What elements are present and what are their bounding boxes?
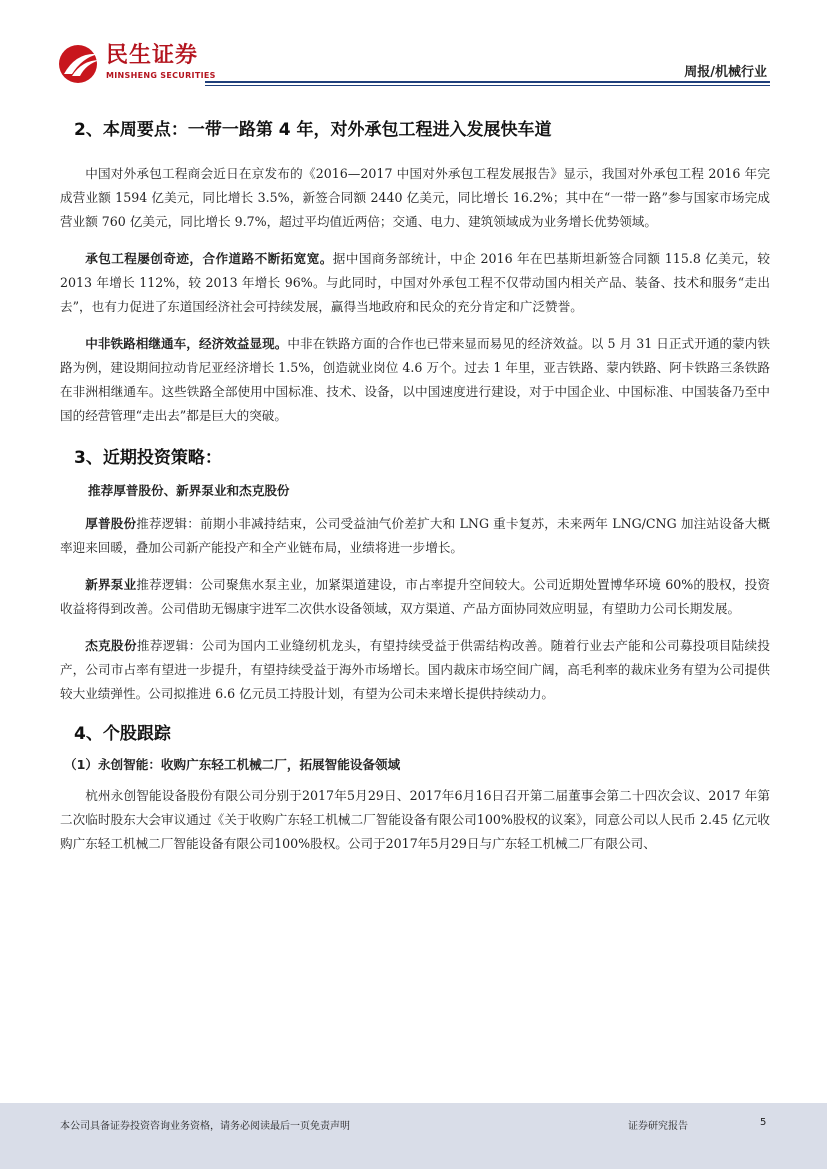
paragraph-text: 据中国商务部统计，中企 2016 年在巴基斯坦新签合同额 115.8 亿美元，较 2013 年增长 112%，较 2013 年增长 96%。与此同时，中国对外承包工程不仅带动国内相关产品、装备、技术和服务“走出去”，也有力促进了东道国经济社会可持续发展，赢得当地政府和民众的充分肯定和广泛赞誉。 [60, 251, 770, 314]
section-4-subtitle: （1）永创智能：收购广东轻工机械二厂，拓展智能设备领域 [64, 757, 401, 772]
stock-jack [60, 634, 770, 706]
page-footer [0, 1103, 827, 1169]
page-number: 5 [760, 1117, 767, 1128]
section-3-subtitle: 推荐厚普股份、新界泵业和杰克股份 [88, 483, 290, 498]
stock-hopu [60, 512, 770, 560]
brand-name-cn: 民生证券 [106, 43, 199, 68]
section-4-title: 4、个股跟踪 [74, 724, 171, 744]
report-type: 周报/机械行业 [684, 65, 767, 80]
header-divider-thin [205, 85, 770, 86]
section-2-paragraph-3 [60, 332, 770, 428]
report-body [60, 118, 770, 856]
brand-name-en: MINSHENG SECURITIES [106, 71, 216, 80]
section-2-paragraph-2 [60, 247, 770, 319]
minsheng-logo-icon [58, 44, 102, 84]
page-header [0, 0, 827, 90]
paragraph-lead: 中非铁路相继通车，经济效益显现。 [85, 336, 288, 351]
stock-logic: 推荐逻辑：公司为国内工业缝纫机龙头，有望持续受益于供需结构改善。随着行业去产能和公司募投项目陆续投产，公司市占率有望进一步提升，有望持续受益于海外市场增长。国内裁床市场空间广阔，高毛利率的裁床业务有望为公司提供较大业绩弹性。公司拟推进 6.6 亿元员工持股计划，有望为公司未来增长提供持续动力。 [60, 638, 771, 701]
section-3-title: 3、近期投资策略： [74, 448, 222, 468]
paragraph-lead: 承包工程屡创奇迹，合作道路不断拓宽宽。 [85, 251, 333, 266]
footer-disclaimer: 本公司具备证券投资咨询业务资格，请务必阅读最后一页免责声明 [60, 1121, 350, 1132]
stock-name: 杰克股份 [85, 638, 137, 653]
section-2-paragraph-1: 中国对外承包工程商会近日在京发布的《2016—2017 中国对外承包工程发展报告》显示，我国对外承包工程 2016 年完成营业额 1594 亿美元，同比增长 3.5%，新签合同额 2440 亿美元，同比增长 16.2%；其中在“一带一路”参与国家市场完成营业额 760 亿美元，同比增长 9.7%，超过平均值近两倍；交通、电力、建筑领域成为业务增长优势领域。 [60, 166, 770, 229]
section-2-title: 2、本周要点：一带一路第 4 年，对外承包工程进入发展快车道 [74, 120, 552, 140]
stock-name: 厚普股份 [85, 516, 137, 531]
header-divider [205, 81, 770, 83]
stock-logic: 推荐逻辑：公司聚焦水泵主业，加紧渠道建设，市占率提升空间较大。公司近期处置博华环境 60%的股权，投资收益将得到改善。公司借助无锡康宇进军二次供水设备领域，双方渠道、产品方面协同效应明显，有望助力公司长期发展。 [60, 577, 770, 616]
section-4-paragraph-1: 杭州永创智能设备股份有限公司分别于2017年5月29日、2017年6月16日召开第二届董事会第二十四次会议、2017 年第二次临时股东大会审议通过《关于收购广东轻工机械二厂智能设备有限公司100%股权的议案》，同意公司以人民币 2.45 亿元收购广东轻工机械二厂智能设备有限公司100%股权。公司于2017年5月29日与广东轻工机械二厂有限公司、 [60, 788, 770, 851]
stock-name: 新界泵业 [85, 577, 137, 592]
footer-report-label: 证券研究报告 [628, 1121, 688, 1132]
paragraph-text: 中非在铁路方面的合作也已带来显而易见的经济效益。以 5 月 31 日正式开通的蒙内铁路为例，建设期间拉动肯尼亚经济增长 1.5%，创造就业岗位 4.6 万个。过去 1 年里，亚吉铁路、蒙内铁路、阿卡铁路三条铁路在非洲相继通车。这些铁路全部使用中国标准、技术、设备，以中国速度进行建设，对于中国企业、中国标准、中国装备乃至中国的经营管理“走出去”都是巨大的突破。 [60, 336, 770, 423]
stock-logic: 推荐逻辑：前期小非减持结束，公司受益油气价差扩大和 LNG 重卡复苏，未来两年 LNG/CNG 加注站设备大概率迎来回暖，叠加公司新产能投产和全产业链布局，业绩将进一步增长。 [60, 516, 770, 555]
stock-xinjie [60, 573, 770, 621]
